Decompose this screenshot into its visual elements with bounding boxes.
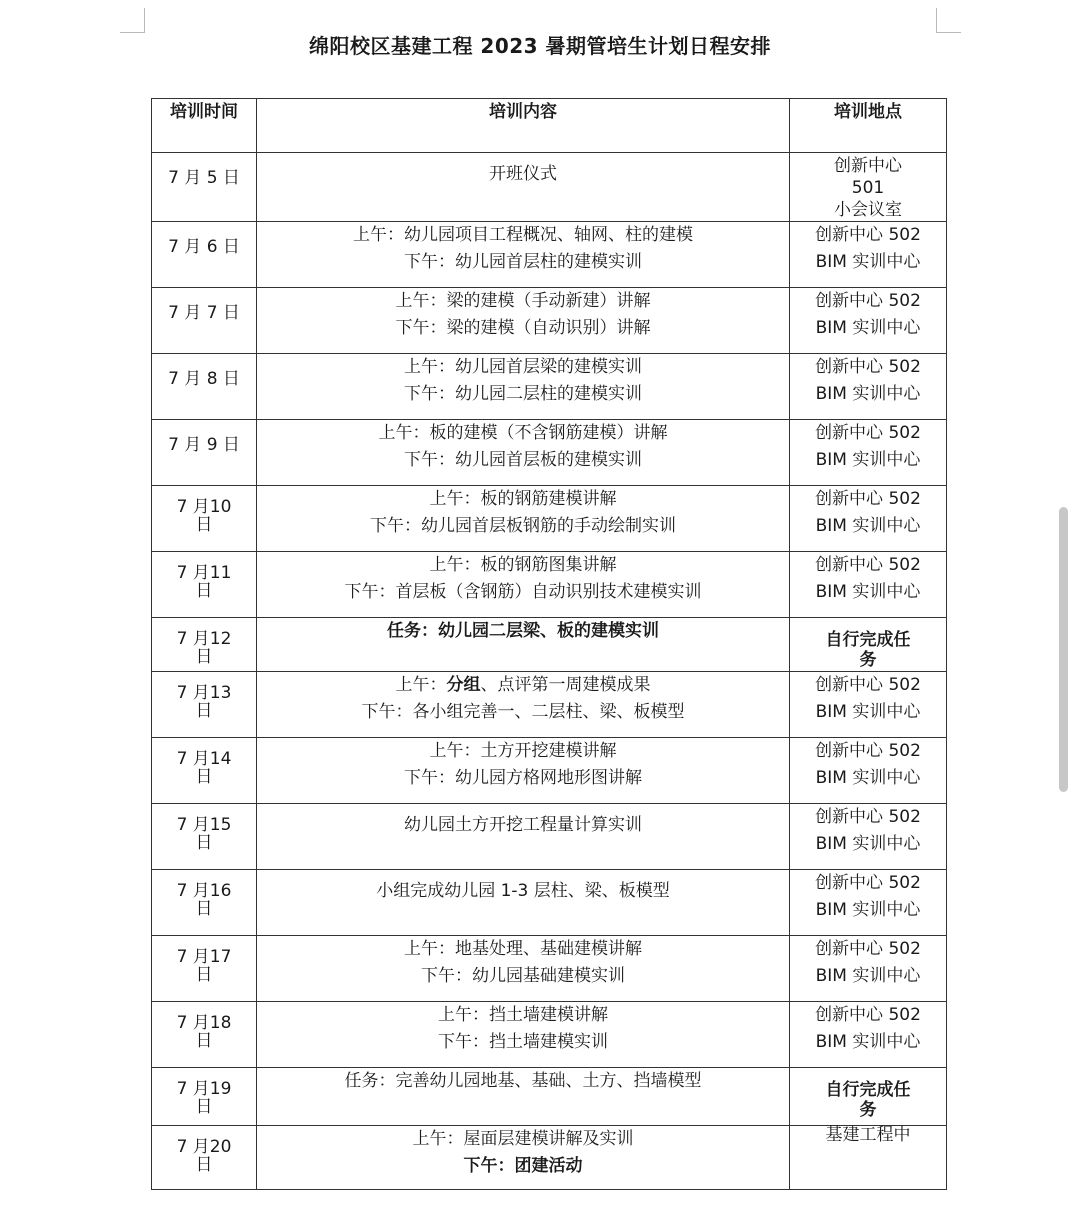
row-content-morning: 上午：板的钢筋建模讲解 [429, 489, 617, 509]
table-row [152, 420, 947, 486]
row-content-morning: 上午：土方开挖建模讲解 [429, 741, 617, 761]
row-content-afternoon: 下午：幼儿园方格网地形图讲解 [404, 768, 642, 788]
row-location: 创新中心 502 [815, 675, 921, 695]
row-date: 7 月12 [176, 629, 232, 649]
row-content-morning [257, 672, 789, 699]
row-location: 创新中心 502 [815, 423, 921, 443]
table-row [152, 936, 947, 1002]
row-date: 7 月11 [176, 563, 232, 583]
schedule-table [151, 98, 947, 1190]
row-content-task: 任务：完善幼儿园地基、基础、土方、挡墙模型 [344, 1071, 702, 1091]
row-location: BIM 实训中心 [815, 582, 921, 602]
row-location: BIM 实训中心 [815, 318, 921, 338]
table-row [152, 486, 947, 552]
row-date-suffix: 日 [195, 647, 213, 667]
row-location: BIM 实训中心 [815, 900, 921, 920]
row-date: 7 月 7 日 [168, 303, 240, 323]
row-date: 7 月 5 日 [168, 168, 240, 188]
table-row [152, 153, 947, 222]
row-content-afternoon: 下午：幼儿园首层柱的建模实训 [404, 252, 642, 272]
header-time: 培训时间 [152, 99, 257, 153]
row-date-suffix: 日 [195, 515, 213, 535]
row-location: 务 [859, 1100, 877, 1120]
table-row [152, 1002, 947, 1068]
row-location: 自行完成任 [825, 630, 911, 650]
row-content-afternoon: 下午：梁的建模（自动识别）讲解 [395, 318, 651, 338]
row-content: 幼儿园土方开挖工程量计算实训 [404, 815, 642, 835]
row-date-suffix: 日 [195, 833, 213, 853]
row-location: 创新中心 502 [815, 225, 921, 245]
table-row [152, 552, 947, 618]
row-location: 创新中心 502 [815, 807, 921, 827]
row-date: 7 月15 [176, 815, 232, 835]
header-location: 培训地点 [790, 99, 947, 153]
row-location: 创新中心 502 [815, 291, 921, 311]
document-title: 绵阳校区基建工程 2023 暑期管培生计划日程安排 [308, 34, 772, 58]
row-content-morning: 上午：幼儿园首层梁的建模实训 [404, 357, 642, 377]
row-date: 7 月19 [176, 1079, 232, 1099]
row-content-morning: 上午：屋面层建模讲解及实训 [412, 1129, 634, 1149]
row-date-suffix: 日 [195, 899, 213, 919]
row-date: 7 月 8 日 [168, 369, 240, 389]
row-location: BIM 实训中心 [815, 516, 921, 536]
row-location: 创新中心 502 [815, 357, 921, 377]
row-date: 7 月17 [176, 947, 232, 967]
row-content: 小组完成幼儿园 1-3 层柱、梁、板模型 [376, 881, 670, 901]
row-content-morning: 上午：梁的建模（手动新建）讲解 [395, 291, 651, 311]
table-header-row [152, 99, 947, 153]
row-content-afternoon: 下午：幼儿园首层板的建模实训 [404, 450, 642, 470]
row-date: 7 月14 [176, 749, 232, 769]
row-content-afternoon: 下午：幼儿园二层柱的建模实训 [404, 384, 642, 404]
row-date-suffix: 日 [195, 1097, 213, 1117]
row-location: 创新中心 502 [815, 555, 921, 575]
row-date-suffix: 日 [195, 701, 213, 721]
row-location: 创新中心 [834, 156, 902, 176]
row-location: 501 [851, 178, 885, 198]
row-content-afternoon: 下午：挡土墙建模实训 [438, 1032, 608, 1052]
table-row [152, 870, 947, 936]
row-location: BIM 实训中心 [815, 384, 921, 404]
row-location: BIM 实训中心 [815, 1032, 921, 1052]
row-date: 7 月 6 日 [168, 237, 240, 257]
row-location: 创新中心 502 [815, 873, 921, 893]
row-content-afternoon: 下午：首层板（含钢筋）自动识别技术建模实训 [344, 582, 702, 602]
row-date-suffix: 日 [195, 1155, 213, 1175]
table-row [152, 1068, 947, 1126]
row-date-suffix: 日 [195, 965, 213, 985]
row-location: 创新中心 502 [815, 1005, 921, 1025]
header-content: 培训内容 [257, 99, 790, 153]
row-content-morning: 上午：板的建模（不含钢筋建模）讲解 [378, 423, 668, 443]
table-row [152, 288, 947, 354]
table-row [152, 618, 947, 672]
row-date: 7 月 9 日 [168, 435, 240, 455]
row-content-morning: 上午：地基处理、基础建模讲解 [404, 939, 642, 959]
row-location: BIM 实训中心 [815, 966, 921, 986]
row-location: 创新中心 502 [815, 741, 921, 761]
row-content-afternoon: 下午：幼儿园基础建模实训 [421, 966, 625, 986]
row-content-afternoon: 下午：团建活动 [463, 1156, 583, 1176]
scrollbar-thumb[interactable] [1059, 507, 1068, 792]
row-location: 小会议室 [834, 200, 902, 220]
row-date: 7 月20 [176, 1137, 232, 1157]
row-location: 自行完成任 [825, 1080, 911, 1100]
row-content-afternoon: 下午：各小组完善一、二层柱、梁、板模型 [361, 702, 685, 722]
row-location: 务 [859, 650, 877, 670]
row-date-suffix: 日 [195, 1031, 213, 1051]
row-content-morning: 上午：板的钢筋图集讲解 [429, 555, 617, 575]
row-date: 7 月16 [176, 881, 232, 901]
content-prefix: 上午： [395, 675, 447, 695]
row-content: 开班仪式 [489, 164, 557, 184]
table-row [152, 672, 947, 738]
content-rest: 、点评第一周建模成果 [480, 675, 651, 695]
row-location: BIM 实训中心 [815, 252, 921, 272]
row-location: BIM 实训中心 [815, 768, 921, 788]
row-content-morning: 上午：挡土墙建模讲解 [438, 1005, 608, 1025]
row-date-suffix: 日 [195, 581, 213, 601]
row-date: 7 月18 [176, 1013, 232, 1033]
table-row [152, 222, 947, 288]
table-row [152, 354, 947, 420]
row-content-morning: 上午：幼儿园项目工程概况、轴网、柱的建模 [353, 225, 693, 245]
row-date: 7 月13 [176, 683, 232, 703]
table-row [152, 804, 947, 870]
row-content-afternoon: 下午：幼儿园首层板钢筋的手动绘制实训 [370, 516, 676, 536]
row-location: 基建工程中 [825, 1125, 911, 1145]
content-bold-word: 分组 [446, 675, 481, 695]
row-location: 创新中心 502 [815, 939, 921, 959]
row-location: BIM 实训中心 [815, 702, 921, 722]
row-date-suffix: 日 [195, 767, 213, 787]
row-location: BIM 实训中心 [815, 834, 921, 854]
table-row [152, 1126, 947, 1190]
table-row [152, 738, 947, 804]
row-location: 创新中心 502 [815, 489, 921, 509]
row-location: BIM 实训中心 [815, 450, 921, 470]
row-date: 7 月10 [176, 497, 232, 517]
row-content-task: 任务：幼儿园二层梁、板的建模实训 [387, 621, 659, 641]
